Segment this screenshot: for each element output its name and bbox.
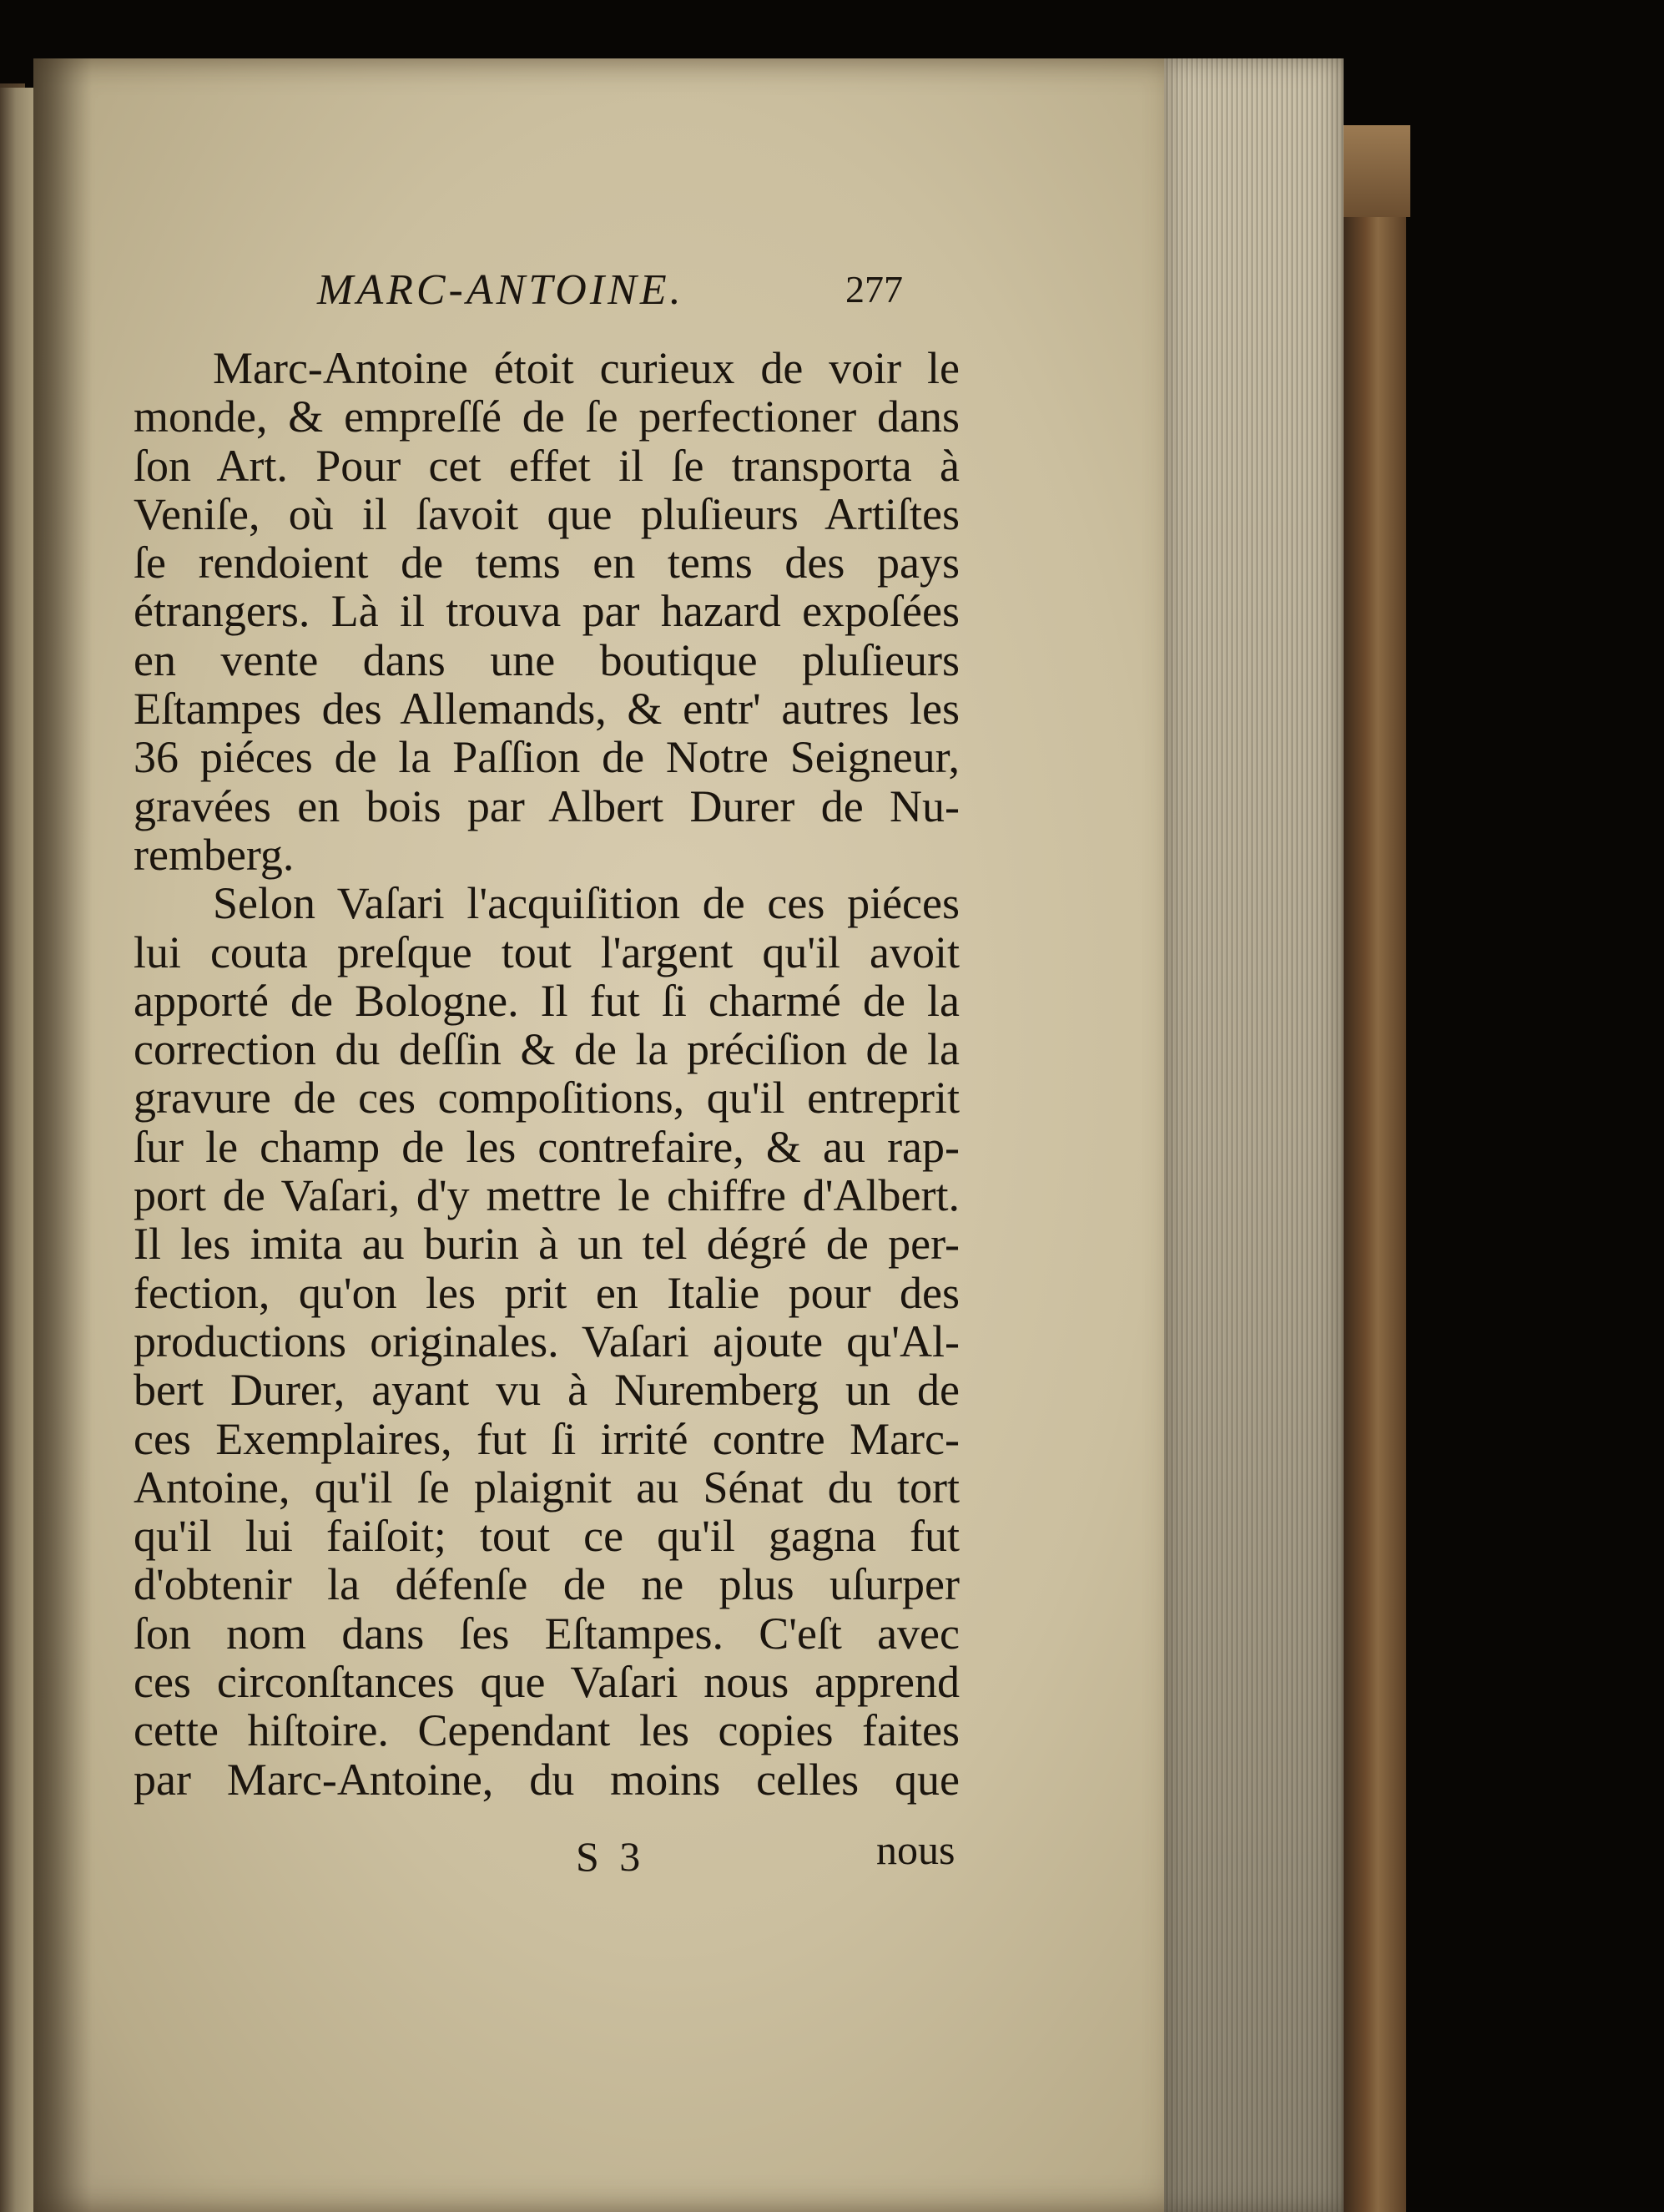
- text-line: gravure de ces compoſitions, qu'il entreprit: [134, 1073, 960, 1124]
- running-head: MARC-ANTOINE.: [317, 266, 684, 314]
- text-line: Il les imita au burin à un tel dégré de per-: [134, 1219, 960, 1270]
- text-line: remberg.: [134, 829, 295, 880]
- text-line: d'obtenir la défenſe de ne plus uſurper: [134, 1559, 960, 1610]
- text-line: Eſtampes des Allemands, & entr' autres les: [134, 684, 960, 735]
- text-line: monde, & empreſſé de ſe perfectioner dans: [134, 391, 960, 442]
- text-line: cette hiſtoire. Cependant les copies faites: [134, 1705, 960, 1756]
- text-line: gravées en bois par Albert Durer de Nu-: [134, 780, 960, 831]
- page-header: [317, 265, 951, 324]
- page-number: 277: [845, 268, 903, 311]
- text-line: ſe rendoient de tems en tems des pays: [134, 538, 960, 588]
- text-line: bert Durer, ayant vu à Nuremberg un de: [134, 1365, 960, 1416]
- text-line: Selon Vaſari l'acquiſition de ces piéces: [213, 878, 960, 929]
- text-line: productions originales. Vaſari ajoute qu'Al-: [134, 1316, 960, 1366]
- text-line: correction du deſſin & de la préciſion de la: [134, 1024, 960, 1075]
- text-line: étrangers. Là il trouva par hazard expoſées: [134, 586, 960, 637]
- catchword: nous: [876, 1826, 956, 1873]
- text-line: lui couta preſque tout l'argent qu'il avoit: [134, 927, 960, 977]
- text-line: en vente dans une boutique pluſieurs: [134, 634, 960, 685]
- text-line: ces circonſtances que Vaſari nous apprend: [134, 1657, 960, 1708]
- text-line: port de Vaſari, d'y mettre le chiffre d'Albert.: [134, 1170, 960, 1221]
- text-line: qu'il lui faiſoit; tout ce qu'il gagna fut: [134, 1511, 960, 1562]
- text-line: Marc-Antoine étoit curieux de voir le: [213, 343, 960, 393]
- text-line: 36 piéces de la Paſſion de Notre Seigneur,: [134, 732, 960, 783]
- text-line: ſon nom dans ſes Eſtampes. C'eſt avec: [134, 1608, 960, 1659]
- text-line: ſur le champ de les contrefaire, & au rap-: [134, 1121, 960, 1172]
- text-line: fection, qu'on les prit en Italie pour des: [134, 1267, 960, 1318]
- text-line: ces Exemplaires, fut ſi irrité contre Marc-: [134, 1413, 960, 1464]
- signature-mark: S 3: [576, 1833, 646, 1880]
- text-line: Antoine, qu'il ſe plaignit au Sénat du tort: [134, 1462, 960, 1513]
- text-line: ſon Art. Pour cet effet il ſe transporta à: [134, 440, 960, 491]
- text-line: Veniſe, où il ſavoit que pluſieurs Artiſtes: [134, 488, 960, 539]
- text-line: apporté de Bologne. Il fut ſi charmé de la: [134, 975, 960, 1026]
- page-footer: [134, 1826, 960, 1891]
- body-text: [134, 344, 960, 1804]
- text-line: par Marc-Antoine, du moins celles que: [134, 1754, 960, 1805]
